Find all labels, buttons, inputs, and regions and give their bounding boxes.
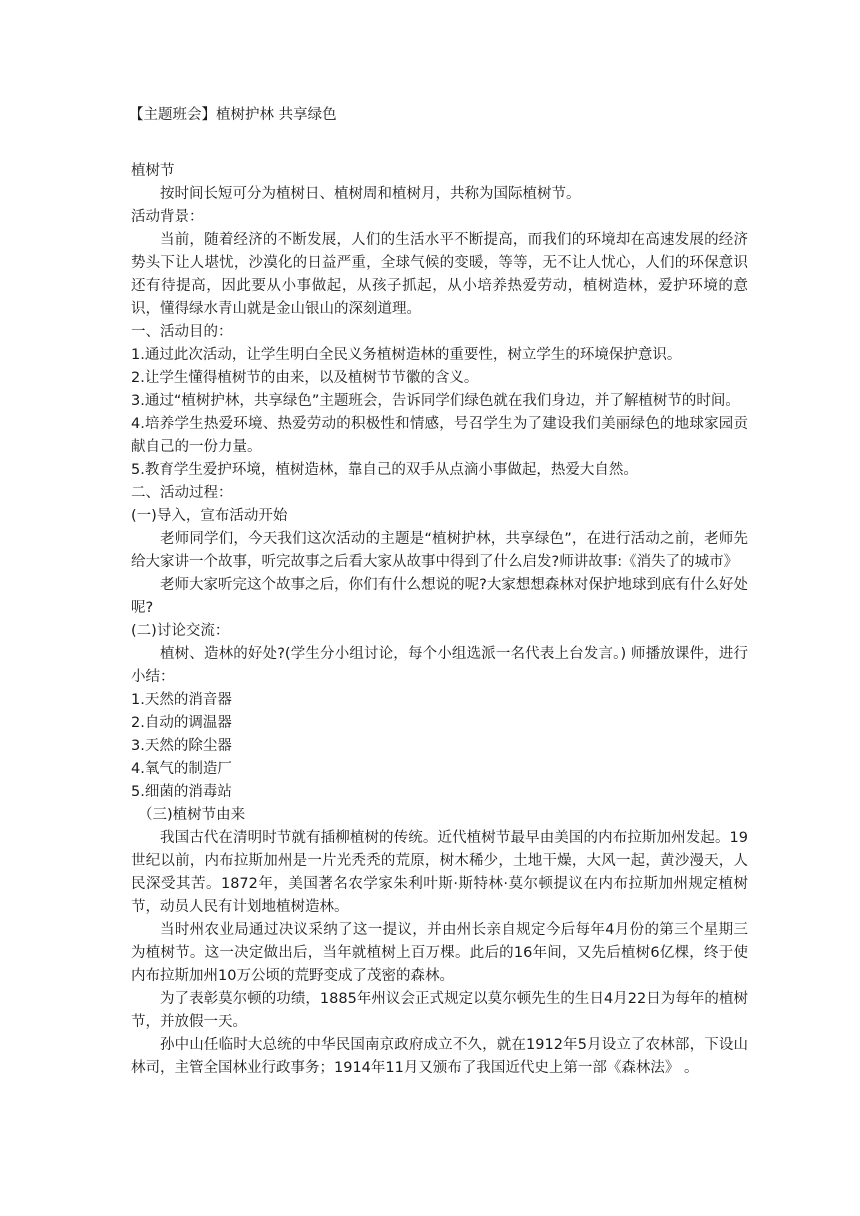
goal-item-4: 4.培养学生热爱环境、热爱劳动的积极性和情感，号召学生为了建设我们美丽绿色的地球家园贡献自己的一份力量。: [131, 416, 748, 455]
step2-paragraph-1: 植树、造林的好处?(学生分小组讨论，每个小组选派一名代表上台发言。) 师播放课件，进行小结：: [131, 646, 748, 685]
step3-heading: （三)植树节由来: [138, 807, 246, 823]
tree-day-intro: 按时间长短可分为植树日、植树周和植树月，共称为国际植树节。: [160, 186, 581, 202]
section-tree-day: 植树节: [131, 163, 175, 179]
goals-heading: 一、活动目的：: [131, 324, 233, 340]
goal-item-2: 2.让学生懂得植树节的由来，以及植树节节徽的含义。: [131, 370, 479, 386]
step2-heading: (二)讨论交流：: [131, 623, 230, 639]
step1-paragraph-2: 老师大家听完这个故事之后，你们有什么想说的呢?大家想想森林对保护地球到底有什么好处呢?: [131, 577, 748, 616]
benefit-item-3: 3.天然的除尘器: [131, 738, 232, 754]
step1-heading: (一)导入，宣布活动开始: [131, 508, 288, 524]
benefit-item-2: 2.自动的调温器: [131, 715, 232, 731]
origin-paragraph-4: 孙中山任临时大总统的中华民国南京政府成立不久，就在1912年5月设立了农林部，下设山林司，主管全国林业行政事务；1914年11月又颁布了我国近代史上第一部《森林法》 。: [131, 1037, 748, 1076]
origin-paragraph-1: 我国古代在清明时节就有插柳植树的传统。近代植树节最早由美国的内布拉斯加州发起。19世纪以前，内布拉斯加州是一片光秃秃的荒原，树木稀少，土地干燥，大风一起，黄沙漫天，人民深受其苦。1872年，美国著名农学家朱利叶斯·斯特林·莫尔顿提议在内布拉斯加州规定植树节，动员人民有计划地植树造林。: [131, 830, 748, 915]
origin-paragraph-2: 当时州农业局通过决议采纳了这一提议，并由州长亲自规定今后每年4月份的第三个星期三为植树节。这一决定做出后，当年就植树上百万棵。此后的16年间，又先后植树6亿棵，终于使内布拉斯加州10万公顷的荒野变成了茂密的森林。: [131, 922, 748, 984]
background-text: 当前，随着经济的不断发展，人们的生活水平不断提高，而我们的环境却在高速发展的经济势头下让人堪忧，沙漠化的日益严重，全球气候的变暖，等等，无不让人忧心，人们的环保意识还有待提高，因此要从小事做起，从孩子抓起，从小培养热爱劳动，植树造林，爱护环境的意识，懂得绿水青山就是金山银山的深刻道理。: [131, 232, 748, 317]
origin-paragraph-3: 为了表彰莫尔顿的功绩，1885年州议会正式规定以莫尔顿先生的生日4月22日为每年的植树节，并放假一天。: [131, 991, 748, 1030]
benefit-item-1: 1.天然的消音器: [131, 692, 232, 708]
document-title: 【主题班会】植树护林 共享绿色: [129, 107, 337, 123]
background-label: 活动背景：: [131, 209, 204, 225]
process-heading: 二、活动过程：: [131, 485, 233, 501]
goal-item-5: 5.教育学生爱护环境，植树造林，靠自己的双手从点滴小事做起，热爱大自然。: [131, 462, 638, 478]
goal-item-1: 1.通过此次活动，让学生明白全民义务植树造林的重要性，树立学生的环境保护意识。: [131, 347, 682, 363]
step1-paragraph-1: 老师同学们，今天我们这次活动的主题是“植树护林，共享绿色”，在进行活动之前，老师先给大家讲一个故事，听完故事之后看大家从故事中得到了什么启发?师讲故事:《消失了的城市》: [131, 531, 748, 570]
goal-item-3: 3.通过“植树护林，共享绿色”主题班会，告诉同学们绿色就在我们身边，并了解植树节的时间。: [131, 393, 740, 409]
benefit-item-4: 4.氧气的制造厂: [131, 761, 232, 777]
benefit-item-5: 5.细菌的消毒站: [131, 784, 232, 800]
